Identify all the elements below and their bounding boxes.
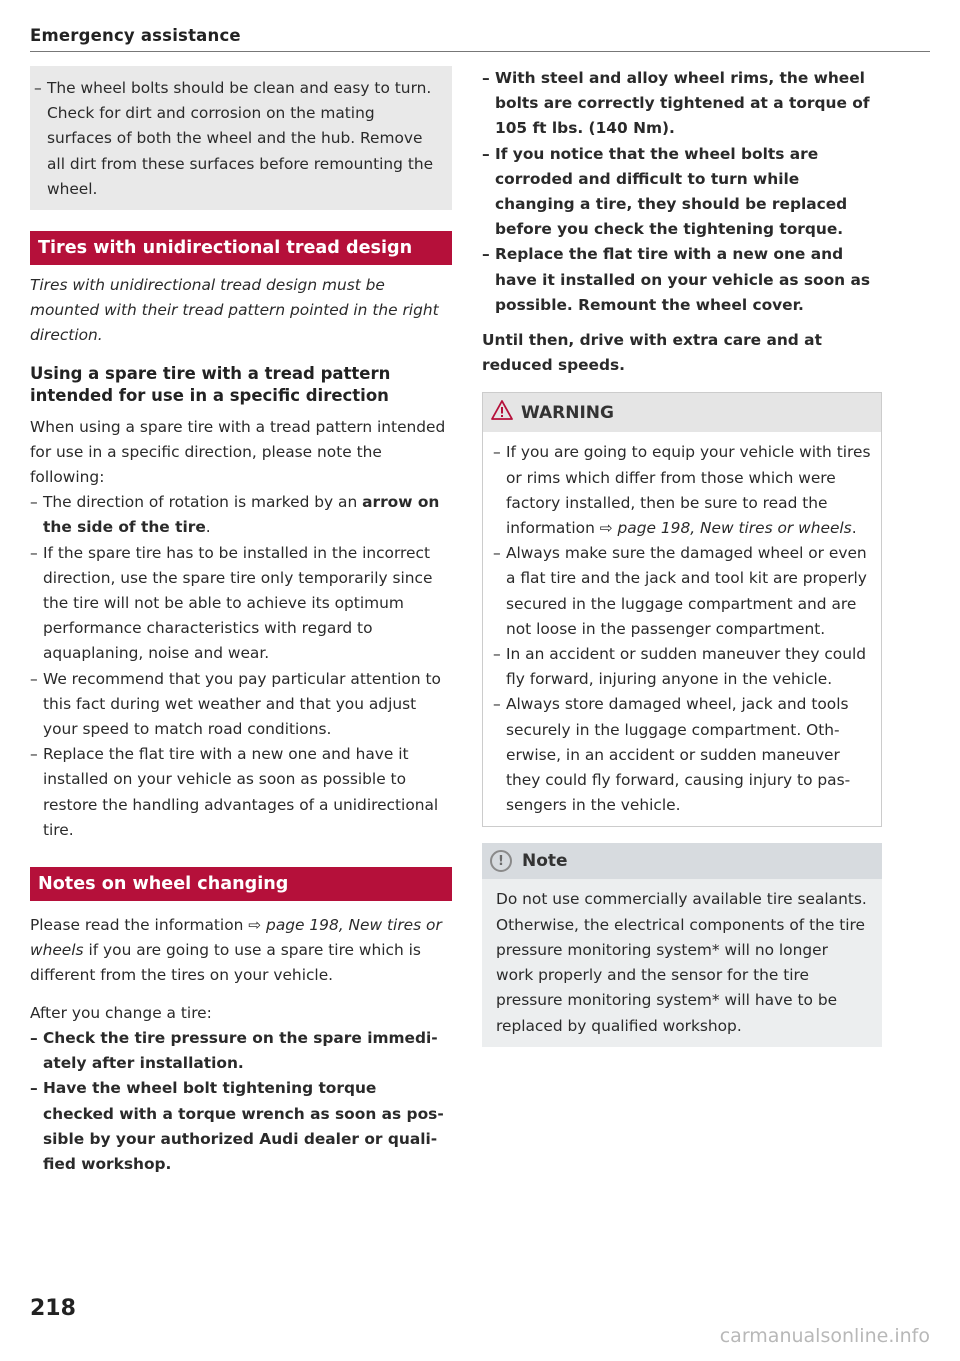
note-body (482, 879, 882, 1046)
list-item: – Always store damaged wheel, jack and tools securely in the luggage compartment. Otherwise, in an accident or sudden maneuver they could fly forward, causing injury to passengers in the vehicle. (493, 692, 871, 818)
list-item: – If the spare tire has to be installed in the incorrect direction, use the spare tire only temporarily since the tire will not be able to achieve its optimum performance characteristics with regard to aquaplaning, noise and wear. (30, 541, 452, 667)
warning-title: WARNING (521, 402, 614, 423)
note-box (482, 843, 882, 1046)
wheel-change-list (30, 1026, 452, 1177)
list-item: – The wheel bolts should be clean and easy to turn. Check for dirt and corrosion on the mating surfaces of both the wheel and the hub. Remove all dirt from these surfaces before remounting the wheel. (34, 76, 440, 202)
note-header (482, 843, 882, 879)
list-item: – Always make sure the damaged wheel or even a flat tire and the jack and tool kit are properly secured in the luggage compartment and are not loose in the passenger compartment. (493, 541, 871, 642)
subheading-spare-tire: Using a spare tire with a tread pattern intended for use in a specific direction (30, 363, 391, 405)
note-text: Do not use commercially available tire sealants. Otherwise, the electrical components of the tire pressure monitoring system* will no longer work properly and the sensor for the tire pressure monitoring system* will have to be replaced by qualified workshop. (496, 890, 867, 1035)
list-item: – Have the wheel bolt tightening torque checked with a torque wrench as soon as possible by your authorized Audi dealer or qualified workshop. (30, 1076, 452, 1177)
list-item: – Check the tire pressure on the spare immediately after installation. (30, 1026, 452, 1076)
paragraph: Please read the information ⇨ page 198, New tires or wheels if you are going to use a spare tire which is different from the tires on your vehicle. (30, 916, 442, 985)
list-item: – If you notice that the wheel bolts are corroded and difficult to turn while changing a tire, they should be replaced before you check the tightening torque. (482, 142, 882, 243)
watermark: carmanualsonline.info (719, 1325, 930, 1347)
section-intro: Tires with unidirectional tread design must be mounted with their tread pattern pointed in the right direction. (30, 276, 439, 345)
unidirectional-list (30, 490, 452, 843)
section-heading-wheel-changing: Notes on wheel changing (30, 867, 452, 901)
list-item: – Replace the flat tire with a new one and have it installed on your vehicle as soon as possible. Remount the wheel cover. (482, 242, 882, 318)
warning-triangle-icon (491, 400, 513, 425)
page-header-title: Emergency assistance (30, 26, 241, 45)
list-item: – If you are going to equip your vehicle with tires or rims which differ from those which were factory installed, then be sure to read the information ⇨ page 198, New tires or wheels. (493, 440, 871, 541)
list-item: – With steel and alloy wheel rims, the wheel bolts are correctly tightened at a torque of 105 ft lbs. (140 Nm). (482, 66, 882, 142)
page-reference-link[interactable]: ⇨ page 198, New tires or wheels (599, 519, 852, 538)
warning-header (483, 393, 881, 432)
continued-note-box (30, 66, 452, 210)
torque-list (482, 66, 882, 318)
list-item: – The direction of rotation is marked by an arrow on the side of the tire. (30, 490, 452, 540)
note-title: Note (522, 851, 568, 872)
warning-box (482, 392, 882, 827)
left-column (30, 66, 452, 1177)
reduced-speed-paragraph: Until then, drive with extra care and at reduced speeds. (482, 331, 822, 375)
paragraph: After you change a tire: (30, 1003, 212, 1022)
paragraph: When using a spare tire with a tread pattern intended for use in a specific direction, please note the following: (30, 417, 446, 487)
right-column (482, 66, 882, 1047)
page-number: 218 (30, 1296, 76, 1321)
list-item: – We recommend that you pay particular attention to this fact during wet weather and that you adjust your speed to match road conditions. (30, 667, 452, 743)
header-divider (30, 51, 930, 52)
list-item: – In an accident or sudden maneuver they could fly forward, injuring anyone in the vehicle. (493, 642, 871, 692)
warning-body (483, 432, 881, 826)
exclamation-circle-icon: ! (490, 850, 512, 872)
page-reference-link[interactable]: ⇨ page 198, New tires or wheels (30, 916, 442, 960)
section-heading-unidirectional: Tires with unidirectional tread design (30, 231, 452, 265)
list-item: – Replace the flat tire with a new one and have it installed on your vehicle as soon as possible to restore the handling advantages of a unidirectional tire. (30, 742, 452, 843)
